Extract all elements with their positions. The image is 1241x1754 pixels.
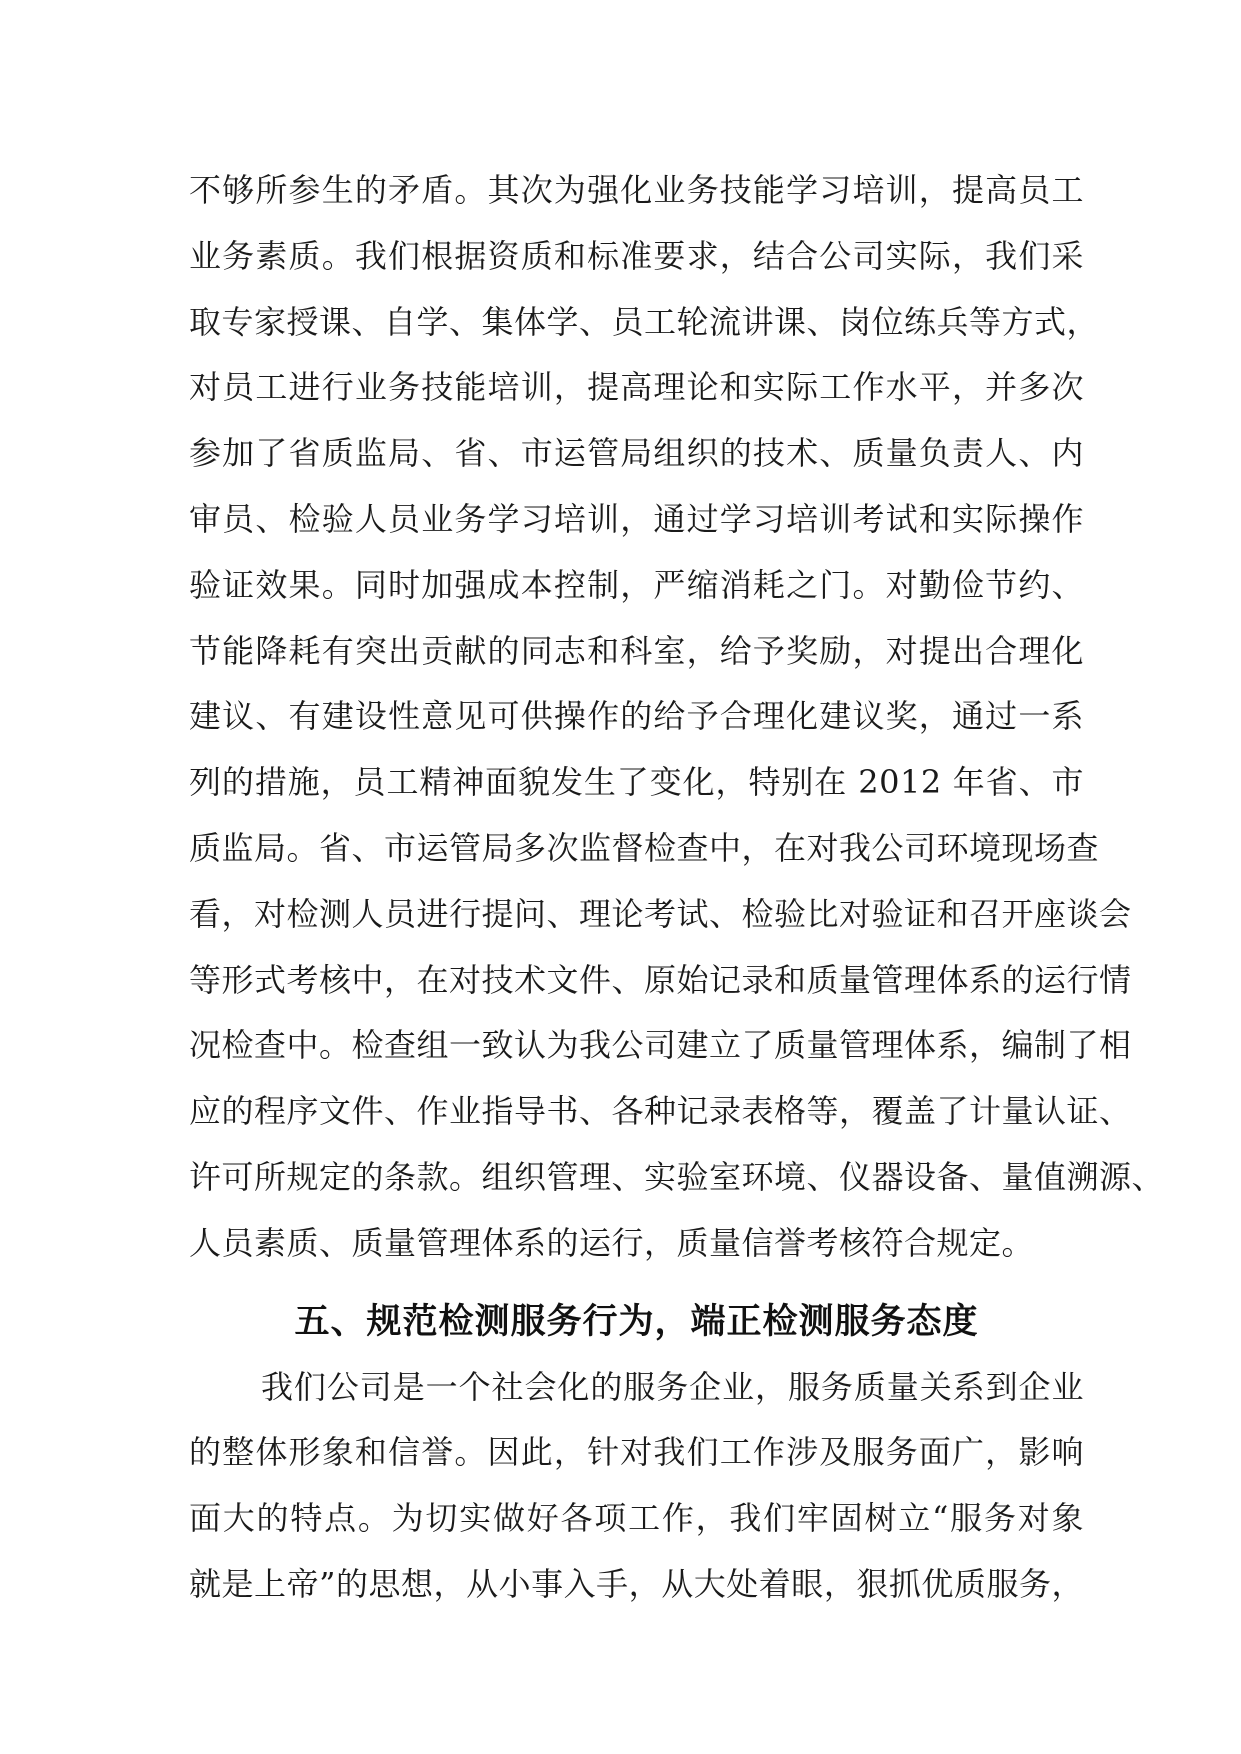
text-line: 就是上帝”的思想，从小事入手，从大处着眼，狠抓优质服务， [189, 1564, 1084, 1603]
text-line: 列的措施，员工精神面貌发生了变化，特别在 2012 年省、市 [189, 763, 1084, 802]
text-line: 取专家授课、自学、集体学、员工轮流讲课、岗位练兵等方式， [189, 302, 1100, 341]
text-line: 况检查中。检查组一致认为我公司建立了质量管理体系，编制了相 [189, 1026, 1132, 1065]
text-line: 等形式考核中，在对技术文件、原始记录和质量管理体系的运行情 [189, 960, 1132, 999]
text-line: 人员素质、质量管理体系的运行，质量信誉考核符合规定。 [189, 1223, 1035, 1262]
text-line: 我们公司是一个社会化的服务企业，服务质量关系到企业 [261, 1367, 1084, 1406]
text-line: 审员、检验人员业务学习培训，通过学习培训考试和实际操作 [189, 499, 1084, 538]
paragraph-service-quality [189, 1355, 1084, 1618]
section-heading: 五、规范检测服务行为，端正检测服务态度 [294, 1301, 979, 1342]
text-line: 验证效果。同时加强成本控制，严缩消耗之门。对勤俭节约、 [189, 565, 1084, 604]
text-line: 看，对检测人员进行提问、理论考试、检验比对验证和召开座谈会 [189, 894, 1132, 933]
text-line: 对员工进行业务技能培训，提高理论和实际工作水平，并多次 [189, 368, 1084, 407]
text-line: 面大的特点。为切实做好各项工作，我们牢固树立“服务对象 [189, 1499, 1084, 1538]
paragraph-quality-training [189, 158, 1165, 1277]
text-line: 应的程序文件、作业指导书、各种记录表格等，覆盖了计量认证、 [189, 1092, 1132, 1131]
text-line: 节能降耗有突出贡献的同志和科室，给予奖励，对提出合理化 [189, 631, 1084, 670]
text-line: 业务素质。我们根据资质和标准要求，结合公司实际，我们采 [189, 236, 1084, 275]
text-line: 建议、有建设性意见可供操作的给予合理化建议奖，通过一系 [189, 697, 1084, 736]
text-line: 许可所规定的条款。组织管理、实验室环境、仪器设备、量值溯源、 [189, 1157, 1165, 1196]
text-line: 的整体形象和信誉。因此，针对我们工作涉及服务面广，影响 [189, 1433, 1084, 1472]
text-line: 参加了省质监局、省、市运管局组织的技术、质量负责人、内 [189, 434, 1084, 473]
text-line: 不够所参生的矛盾。其次为强化业务技能学习培训，提高员工 [189, 171, 1084, 209]
document-body [189, 158, 1165, 1618]
text-line: 质监局。省、市运管局多次监督检查中，在对我公司环境现场查 [189, 828, 1100, 867]
